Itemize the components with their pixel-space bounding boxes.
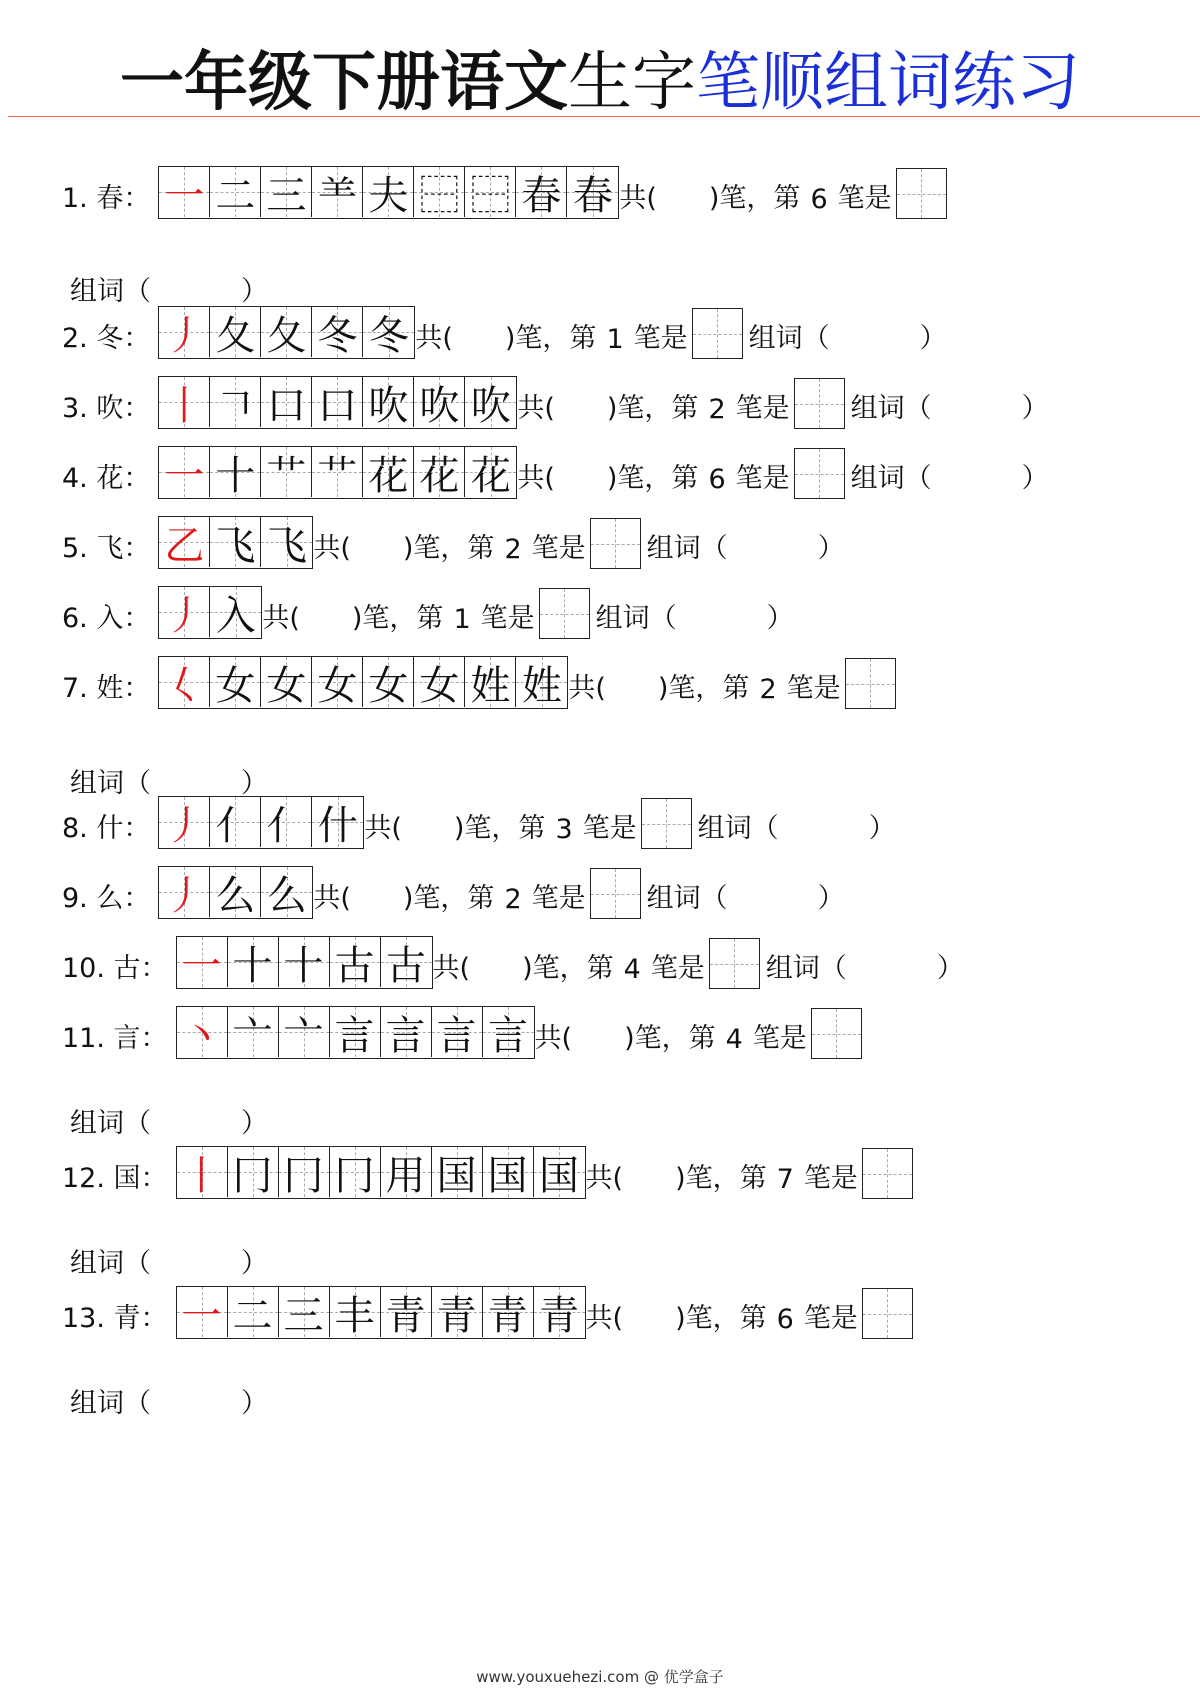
exercise-row (62, 305, 947, 359)
word-group-close: ） (241, 1248, 268, 1279)
total-strokes-prompt: 共( (517, 393, 555, 424)
stroke-glyph: 丿 (164, 592, 205, 639)
stroke-glyph: 冂 (232, 1152, 273, 1199)
stroke-glyph: 三 (266, 172, 307, 219)
stroke-cell (177, 1007, 228, 1057)
word-group-row (70, 1370, 268, 1424)
character-label: 4. 花： (62, 463, 151, 494)
nth-stroke-number: 4 (623, 954, 641, 985)
character-label: 10. 古： (62, 953, 168, 984)
stroke-glyph: ⿱ (470, 172, 511, 219)
stroke-glyph: 十 (232, 942, 273, 989)
stroke-glyph: 言 (385, 1012, 426, 1059)
stroke-cell (261, 867, 312, 917)
answer-stroke-box[interactable] (590, 868, 641, 919)
stroke-cell (432, 1147, 483, 1197)
stroke-glyph: 言 (488, 1012, 529, 1059)
exercise-row (62, 445, 1049, 499)
stroke-cell (432, 1007, 483, 1057)
total-strokes-prompt: 共( (568, 673, 606, 704)
total-strokes-prompt: 共( (364, 813, 402, 844)
nth-stroke-prompt: )笔，第 (522, 953, 614, 984)
stroke-glyph: ⿱ (419, 172, 460, 219)
stroke-glyph: 女 (266, 662, 307, 709)
total-strokes-prompt: 共( (585, 1303, 624, 1334)
stroke-glyph: 女 (419, 662, 460, 709)
stroke-cell (279, 1147, 330, 1197)
stroke-glyph: 女 (215, 662, 256, 709)
stroke-cell (177, 1287, 228, 1337)
total-strokes-prompt: 共( (415, 323, 453, 354)
page-title (0, 38, 1200, 128)
character-label: 9. 么： (62, 883, 151, 914)
stroke-glyph: 𠃍 (215, 382, 256, 429)
stroke-glyph: 古 (334, 942, 375, 989)
word-group-prompt: 组词（ (70, 1248, 151, 1279)
stroke-glyph: 冬 (317, 312, 358, 359)
stroke-cell (210, 867, 261, 917)
stroke-glyph: 花 (470, 452, 511, 499)
nth-stroke-prompt: )笔，第 (606, 463, 699, 494)
stroke-order-grid (158, 446, 517, 499)
answer-stroke-box[interactable] (794, 378, 845, 429)
word-group-prompt: 组词（ (595, 603, 677, 634)
total-strokes-prompt: 共( (534, 1023, 573, 1054)
stroke-cell (210, 307, 261, 357)
stroke-cell (330, 1007, 381, 1057)
stroke-glyph: 夫 (368, 172, 409, 219)
word-group-prompt: 组词（ (850, 463, 932, 494)
character-label: 6. 入： (62, 603, 151, 634)
word-group-close: ） (241, 1388, 268, 1419)
stroke-cell (228, 1147, 279, 1197)
nth-stroke-prompt: )笔，第 (504, 323, 597, 354)
stroke-cell (261, 167, 312, 217)
stroke-glyph: 一 (164, 452, 205, 499)
exercise-row (62, 165, 953, 219)
stroke-glyph: 花 (419, 452, 460, 499)
answer-stroke-box[interactable] (845, 658, 896, 709)
nth-stroke-number: 7 (776, 1164, 794, 1195)
stroke-cell (330, 937, 381, 987)
stroke-cell (534, 1147, 585, 1197)
word-group-prompt: 组词（ (765, 953, 847, 984)
word-group-prompt: 组词（ (646, 533, 728, 564)
stroke-order-grid (158, 306, 415, 359)
word-group-close: ） (919, 323, 947, 354)
stroke-cell (159, 517, 210, 567)
stroke-glyph: 艹 (266, 452, 307, 499)
stroke-cell (432, 1287, 483, 1337)
stroke-glyph: 一 (181, 1292, 222, 1339)
stroke-order-grid (158, 656, 568, 709)
nth-stroke-suffix: 笔是 (735, 393, 790, 424)
nth-stroke-suffix: 笔是 (480, 603, 535, 634)
stroke-glyph: 亻 (215, 802, 256, 849)
stroke-cell (177, 1147, 228, 1197)
stroke-order-grid (176, 1006, 535, 1059)
stroke-cell (279, 1287, 330, 1337)
stroke-glyph: 丿 (164, 802, 205, 849)
word-group-prompt: 组词（ (850, 393, 932, 424)
title-part-1: 一年级下册语文 (120, 46, 568, 120)
stroke-glyph: 丿 (164, 312, 205, 359)
exercise-row (62, 935, 964, 989)
stroke-cell (414, 657, 465, 707)
stroke-cell (381, 937, 432, 987)
stroke-glyph: 丿 (164, 872, 205, 919)
word-group-prompt: 组词（ (70, 768, 151, 799)
stroke-glyph: 国 (539, 1152, 580, 1199)
total-strokes-prompt: 共( (262, 603, 300, 634)
nth-stroke-prompt: )笔，第 (351, 603, 444, 634)
nth-stroke-suffix: 笔是 (650, 953, 705, 984)
exercise-row (62, 655, 902, 709)
stroke-glyph: 吹 (470, 382, 511, 429)
word-group-row (70, 1090, 268, 1144)
nth-stroke-prompt: )笔，第 (402, 883, 495, 914)
nth-stroke-prompt: )笔，第 (402, 533, 495, 564)
nth-stroke-prompt: )笔，第 (657, 673, 750, 704)
answer-stroke-box[interactable] (590, 518, 641, 569)
nth-stroke-suffix: 笔是 (803, 1303, 858, 1334)
stroke-cell (414, 447, 465, 497)
exercise-row (62, 1145, 919, 1199)
stroke-cell (228, 1007, 279, 1057)
stroke-order-grid (176, 1286, 586, 1339)
exercise-row (62, 1005, 868, 1059)
character-label: 3. 吹： (62, 393, 151, 424)
nth-stroke-prompt: )笔，第 (675, 1163, 767, 1194)
stroke-glyph: 亠 (232, 1012, 273, 1059)
title-part-3: 笔顺组词练习 (696, 46, 1080, 120)
word-group-close: ） (817, 533, 845, 564)
stroke-cell (210, 167, 261, 217)
stroke-cell (261, 377, 312, 427)
nth-stroke-prompt: )笔，第 (453, 813, 546, 844)
stroke-glyph: 吹 (368, 382, 409, 429)
nth-stroke-number: 2 (504, 534, 522, 565)
stroke-cell (312, 797, 363, 847)
stroke-glyph: 二 (232, 1292, 273, 1339)
stroke-cell (312, 167, 363, 217)
nth-stroke-number: 6 (810, 184, 828, 215)
exercise-row (62, 865, 845, 919)
stroke-cell (312, 307, 363, 357)
stroke-cell (363, 167, 414, 217)
stroke-glyph: 么 (215, 872, 256, 919)
answer-stroke-box[interactable] (862, 1288, 913, 1339)
stroke-glyph: 十 (283, 942, 324, 989)
nth-stroke-number: 1 (453, 604, 471, 635)
stroke-glyph: 国 (487, 1152, 528, 1199)
answer-stroke-box[interactable] (896, 168, 947, 219)
total-strokes-prompt: 共( (313, 533, 351, 564)
stroke-glyph: 古 (386, 942, 427, 989)
stroke-glyph: 一 (164, 172, 205, 219)
stroke-glyph: 丨 (181, 1152, 222, 1199)
total-strokes-prompt: 共( (517, 463, 555, 494)
stroke-cell (465, 657, 516, 707)
stroke-cell (483, 1287, 534, 1337)
stroke-order-grid (176, 936, 433, 989)
stroke-cell (381, 1007, 432, 1057)
stroke-glyph: 丨 (164, 382, 205, 429)
answer-stroke-box[interactable] (692, 308, 743, 359)
stroke-glyph: 夂 (215, 312, 256, 359)
stroke-cell (159, 797, 210, 847)
nth-stroke-suffix: 笔是 (786, 673, 841, 704)
stroke-glyph: 丰 (334, 1292, 375, 1339)
nth-stroke-prompt: )笔，第 (624, 1023, 716, 1054)
stroke-glyph: 姓 (470, 662, 511, 709)
stroke-glyph: 口 (317, 382, 358, 429)
stroke-order-grid (158, 166, 619, 219)
stroke-glyph: 青 (436, 1292, 477, 1339)
stroke-cell (210, 587, 261, 637)
stroke-glyph: 吹 (419, 382, 460, 429)
stroke-cell (465, 167, 516, 217)
stroke-glyph: 花 (368, 452, 409, 499)
stroke-cell (465, 447, 516, 497)
stroke-cell (210, 377, 261, 427)
word-group-prompt: 组词（ (748, 323, 830, 354)
exercise-row (62, 1285, 919, 1339)
nth-stroke-number: 1 (606, 324, 624, 355)
stroke-glyph: ⺷ (317, 172, 358, 219)
stroke-cell (414, 377, 465, 427)
nth-stroke-number: 2 (504, 884, 522, 915)
stroke-cell (483, 1147, 534, 1197)
stroke-cell (381, 1287, 432, 1337)
stroke-glyph: 三 (283, 1292, 324, 1339)
stroke-glyph: 冂 (283, 1152, 324, 1199)
stroke-glyph: 十 (215, 452, 256, 499)
word-group-prompt: 组词（ (70, 1388, 151, 1419)
stroke-cell (159, 867, 210, 917)
word-group-close: ） (766, 603, 794, 634)
nth-stroke-suffix: 笔是 (735, 463, 790, 494)
total-strokes-prompt: 共( (432, 953, 471, 984)
title-divider (8, 116, 1200, 117)
stroke-glyph: 乙 (164, 522, 205, 569)
character-label: 13. 青： (62, 1303, 168, 1334)
stroke-cell (381, 1147, 432, 1197)
nth-stroke-number: 3 (555, 814, 573, 845)
stroke-cell (414, 167, 465, 217)
stroke-order-grid (176, 1146, 586, 1199)
word-group-close: ） (241, 1108, 268, 1139)
stroke-cell (261, 797, 312, 847)
stroke-cell (312, 377, 363, 427)
stroke-cell (228, 937, 279, 987)
stroke-glyph: 一 (181, 942, 222, 989)
stroke-cell (330, 1147, 381, 1197)
stroke-glyph: 入 (215, 592, 256, 639)
stroke-glyph: 𡿨 (164, 662, 205, 709)
word-group-row (70, 1230, 268, 1284)
character-label: 11. 言： (62, 1023, 168, 1054)
stroke-order-grid (158, 796, 364, 849)
word-group-close: ） (241, 768, 268, 799)
stroke-cell (159, 167, 210, 217)
exercise-row (62, 795, 896, 849)
stroke-cell (567, 167, 618, 217)
stroke-cell (363, 657, 414, 707)
stroke-cell (177, 937, 228, 987)
stroke-glyph: 春 (521, 172, 562, 219)
stroke-glyph: 夂 (266, 312, 307, 359)
nth-stroke-suffix: 笔是 (531, 883, 586, 914)
footer-watermark: www.youxuehezi.com @ 优学盒子 (476, 1668, 724, 1686)
nth-stroke-number: 4 (725, 1024, 743, 1055)
nth-stroke-number: 2 (708, 394, 726, 425)
character-label: 2. 冬： (62, 323, 151, 354)
stroke-cell (312, 657, 363, 707)
word-group-close: ） (936, 953, 964, 984)
stroke-glyph: 用 (385, 1152, 426, 1199)
word-group-prompt: 组词（ (646, 883, 728, 914)
stroke-cell (363, 377, 414, 427)
nth-stroke-prompt: )笔，第 (675, 1303, 767, 1334)
stroke-cell (210, 447, 261, 497)
stroke-cell (159, 377, 210, 427)
stroke-cell (159, 307, 210, 357)
character-label: 7. 姓： (62, 673, 151, 704)
stroke-glyph: 冂 (334, 1152, 375, 1199)
stroke-cell (159, 447, 210, 497)
stroke-glyph: 青 (487, 1292, 528, 1339)
stroke-glyph: 女 (317, 662, 358, 709)
word-group-close: ） (817, 883, 845, 914)
stroke-glyph: 姓 (521, 662, 562, 709)
stroke-glyph: 么 (266, 872, 307, 919)
stroke-glyph: 冬 (368, 312, 409, 359)
word-group-prompt: 组词（ (697, 813, 779, 844)
word-group-close: ） (868, 813, 896, 844)
nth-stroke-number: 6 (776, 1304, 794, 1335)
answer-stroke-box[interactable] (539, 588, 590, 639)
total-strokes-prompt: 共( (619, 183, 657, 214)
word-group-close: ） (1021, 463, 1049, 494)
total-strokes-prompt: 共( (313, 883, 351, 914)
stroke-order-grid (158, 866, 313, 919)
stroke-cell (261, 307, 312, 357)
word-group-close: ） (1021, 393, 1049, 424)
word-group-close: ） (241, 276, 268, 307)
exercise-row (62, 515, 845, 569)
stroke-cell (261, 657, 312, 707)
stroke-cell (210, 797, 261, 847)
nth-stroke-suffix: 笔是 (837, 183, 892, 214)
stroke-cell (465, 377, 516, 427)
stroke-glyph: 言 (436, 1012, 477, 1059)
answer-stroke-box[interactable] (794, 448, 845, 499)
stroke-cell (159, 657, 210, 707)
character-label: 1. 春： (62, 183, 151, 214)
stroke-glyph: 言 (334, 1012, 375, 1059)
stroke-glyph: 什 (317, 802, 358, 849)
stroke-cell (210, 657, 261, 707)
answer-stroke-box[interactable] (709, 938, 760, 989)
character-label: 5. 飞： (62, 533, 151, 564)
nth-stroke-number: 6 (708, 464, 726, 495)
stroke-order-grid (158, 586, 262, 639)
stroke-glyph: 亠 (283, 1012, 324, 1059)
stroke-glyph: 青 (539, 1292, 580, 1339)
stroke-cell (534, 1287, 585, 1337)
nth-stroke-suffix: 笔是 (582, 813, 637, 844)
stroke-cell (363, 307, 414, 357)
answer-stroke-box[interactable] (811, 1008, 862, 1059)
stroke-cell (363, 447, 414, 497)
nth-stroke-number: 2 (759, 674, 777, 705)
stroke-glyph: 女 (368, 662, 409, 709)
stroke-glyph: 飞 (266, 522, 307, 569)
stroke-glyph: 国 (436, 1152, 477, 1199)
answer-stroke-box[interactable] (641, 798, 692, 849)
stroke-cell (312, 447, 363, 497)
nth-stroke-prompt: )笔，第 (708, 183, 801, 214)
stroke-cell (279, 1007, 330, 1057)
stroke-cell (279, 937, 330, 987)
exercise-row (62, 585, 794, 639)
total-strokes-prompt: 共( (585, 1163, 624, 1194)
nth-stroke-suffix: 笔是 (752, 1023, 807, 1054)
title-part-2: 生字 (568, 46, 696, 120)
character-label: 12. 国： (62, 1163, 168, 1194)
stroke-cell (159, 587, 210, 637)
word-group-prompt: 组词（ (70, 1108, 151, 1139)
stroke-glyph: 口 (266, 382, 307, 429)
stroke-cell (261, 517, 312, 567)
stroke-order-grid (158, 376, 517, 429)
answer-stroke-box[interactable] (862, 1148, 913, 1199)
stroke-cell (483, 1007, 534, 1057)
stroke-glyph: 二 (215, 172, 256, 219)
stroke-glyph: 青 (385, 1292, 426, 1339)
stroke-cell (261, 447, 312, 497)
stroke-cell (210, 517, 261, 567)
nth-stroke-suffix: 笔是 (803, 1163, 858, 1194)
stroke-glyph: 春 (572, 172, 613, 219)
nth-stroke-suffix: 笔是 (531, 533, 586, 564)
character-label: 8. 什： (62, 813, 151, 844)
stroke-glyph: 飞 (215, 522, 256, 569)
exercise-row (62, 375, 1049, 429)
stroke-cell (330, 1287, 381, 1337)
stroke-cell (516, 167, 567, 217)
stroke-cell (228, 1287, 279, 1337)
stroke-order-grid (158, 516, 313, 569)
word-group-prompt: 组词（ (70, 276, 151, 307)
stroke-glyph: 艹 (317, 452, 358, 499)
nth-stroke-prompt: )笔，第 (606, 393, 699, 424)
stroke-glyph: 亻 (266, 802, 307, 849)
stroke-cell (516, 657, 567, 707)
nth-stroke-suffix: 笔是 (633, 323, 688, 354)
stroke-glyph: 丶 (181, 1012, 222, 1059)
